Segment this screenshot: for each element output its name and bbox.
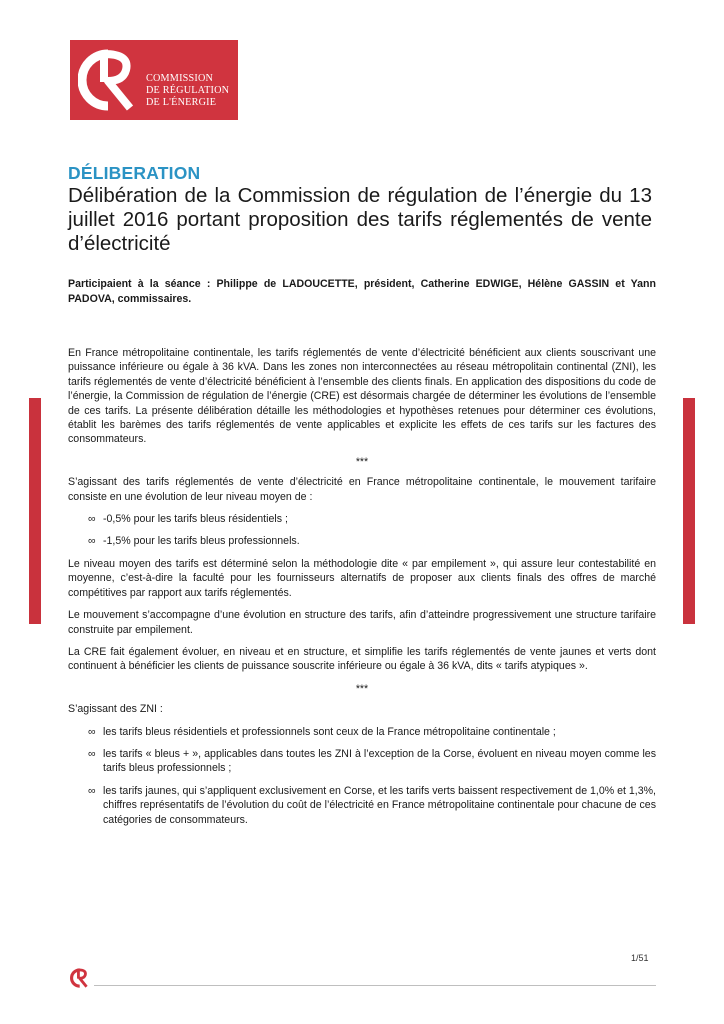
section-separator: *** (355, 455, 369, 468)
bullet-icon: ∞ (88, 535, 96, 548)
logo-line-3: DE L'ÉNERGIE (146, 97, 217, 109)
logo-line-2: DE RÉGULATION (146, 85, 230, 97)
participants-line: Participaient à la séance : Philippe de LADOUCETTE, président, Catherine EDWIGE, Hélène GASSIN et Yann PADOVA, commissaires. (68, 278, 656, 305)
list-item (68, 784, 656, 827)
section-separator: *** (355, 682, 369, 695)
cre-monogram-icon (78, 48, 140, 112)
logo-wordmark (146, 73, 229, 110)
list-item-text: les tarifs jaunes, qui s’appliquent exclusivement en Corse, et les tarifs verts baissent respectivement de 1,0% et 1,3%, chiffres représentatifs de l’évolution du coût de l’électricité en France métropolitaine continentale pour chacune de ces catégories de consommateurs. (103, 784, 656, 826)
list-item-text: les tarifs « bleus + », applicables dans toutes les ZNI à l’exception de la Corse, évoluent en niveau moyen comme les tarifs bleus professionnels ; (103, 747, 656, 775)
list-item (68, 534, 656, 548)
list-item-text: -0,5% pour les tarifs bleus résidentiels ; (103, 513, 288, 526)
document-body (68, 346, 656, 835)
list-item-text: -1,5% pour les tarifs bleus professionnels. (103, 535, 300, 548)
page-number: 1/51 (631, 953, 649, 963)
footer-divider (94, 985, 656, 986)
bullet-icon: ∞ (88, 784, 96, 797)
document-type-label: DÉLIBERATION (68, 163, 201, 183)
list-item-text: les tarifs bleus résidentiels et professionnels sont ceux de la France métropolitaine continentale ; (103, 725, 556, 738)
mainland-bullet-list (68, 512, 656, 549)
structure-paragraph: Le mouvement s’accompagne d’une évolution en structure des tarifs, afin d’atteindre progressivement une structure tarifaire construite par empilement. (68, 609, 656, 636)
cre-paragraph: La CRE fait également évoluer, en niveau et en structure, et simplifie les tarifs réglementés de vente jaunes et verts dont continuent à bénéficier les clients de puissance souscrite inférieure ou égale à 36 kVA, dits « tarifs atypiques ». (68, 645, 656, 673)
bullet-icon: ∞ (88, 725, 96, 738)
list-item (68, 725, 656, 739)
left-accent-bar (29, 398, 41, 624)
level-paragraph: Le niveau moyen des tarifs est déterminé selon la méthodologie dite « par empilement », qui assure leur contestabilité en moyenne, c’est-à-dire la faculté pour les fournisseurs alternatifs de proposer aux clients finals des offres de marché compétitives par rapport aux tarifs réglementés. (68, 557, 656, 599)
cre-logo (70, 40, 238, 120)
zni-bullet-list (68, 725, 656, 827)
intro-paragraph: En France métropolitaine continentale, les tarifs réglementés de vente d’électricité bénéficient aux clients souscrivant une puissance inférieure ou égale à 36 kVA. Dans les zones non interconnectées au réseau métropolitain continental (ZNI), les tarifs réglementés de vente d’électricité bénéficient à l’ensemble des clients finals. En application des dispositions du code de l’énergie, la Commission de régulation de l’énergie (CRE) est désormais chargée de déterminer les évolutions de l’ensemble de ces tarifs. La présente délibération détaille les méthodologies et hypothèses retenues pour déterminer ces évolutions, établit les barèmes des tarifs réglementés de vente applicables et explicite les effets de ces tarifs sur les factures des consommateurs. (68, 347, 656, 446)
footer-logo-icon (70, 968, 90, 993)
zni-lead-paragraph: S’agissant des ZNI : (68, 703, 163, 716)
list-item (68, 747, 656, 776)
bullet-icon: ∞ (88, 513, 96, 526)
document-title: Délibération de la Commission de régulation de l’énergie du 13 juillet 2016 portant proposition des tarifs réglementés de vente d’électricité (68, 184, 652, 255)
bullet-icon: ∞ (88, 747, 96, 760)
logo-line-1: COMMISSION (146, 73, 214, 84)
mainland-lead-paragraph: S’agissant des tarifs réglementés de vente d’électricité en France métropolitaine continentale, le mouvement tarifaire consiste en une évolution de leur niveau moyen de : (68, 476, 656, 503)
list-item (68, 512, 656, 526)
right-accent-bar (683, 398, 695, 624)
